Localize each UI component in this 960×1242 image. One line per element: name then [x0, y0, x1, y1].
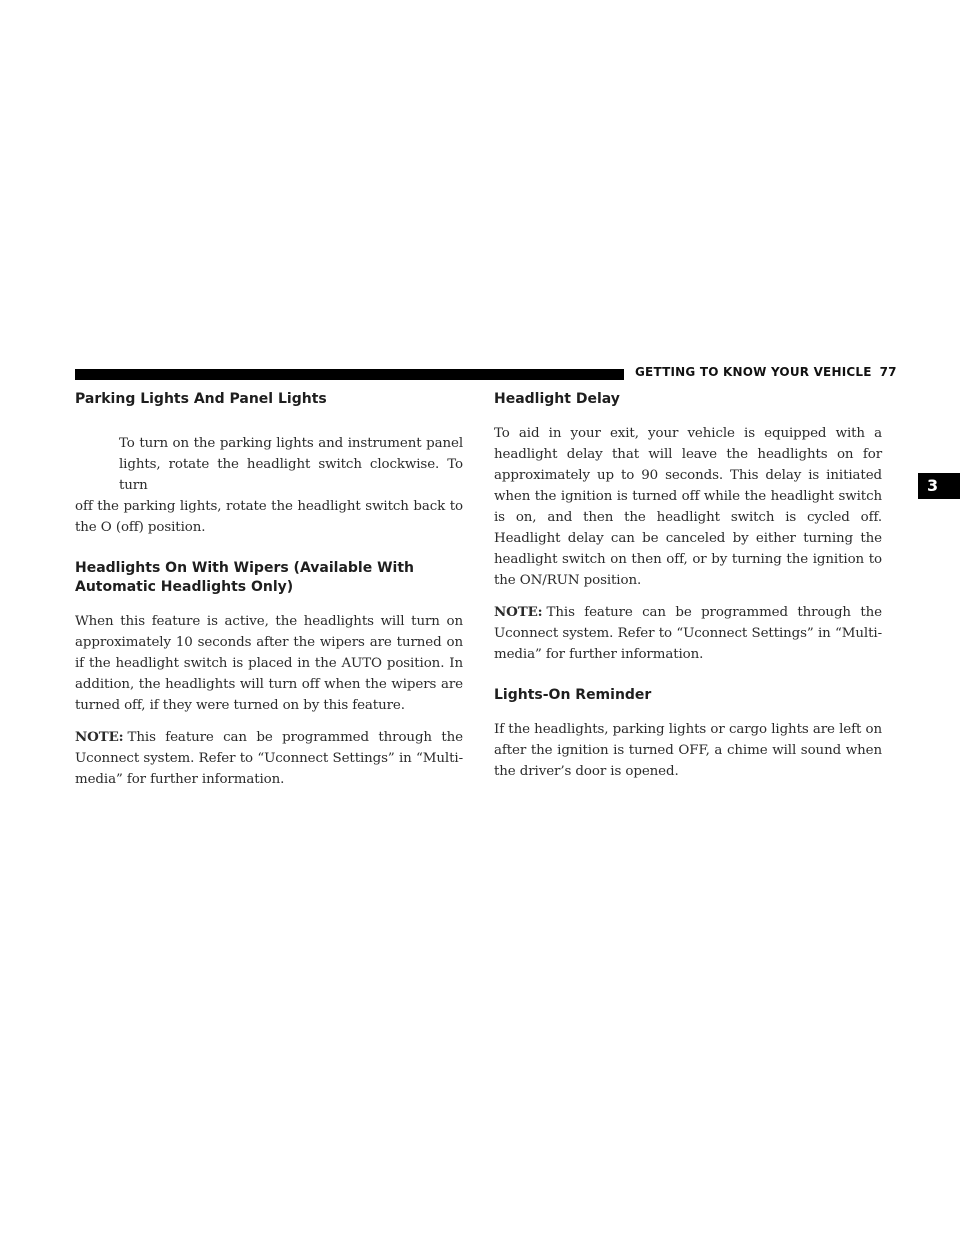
header-rule [75, 369, 624, 380]
running-header [635, 365, 897, 379]
note-text: This feature can be programmed through the Uconnect system. Refer to “Uconnect Settings” in “Multi-media” for further information. [75, 730, 463, 787]
note-label: NOTE: [494, 604, 543, 620]
paragraph-continued-part: off the parking lights, rotate the headlight switch back to the O (off) position. [75, 499, 463, 535]
note-label: NOTE: [75, 729, 124, 745]
note-paragraph-left [75, 727, 463, 790]
paragraph-headlight-delay: To aid in your exit, your vehicle is equipped with a headlight delay that will leave the headlights on for approximately up to 90 seconds. This delay is initiated when the ignition is turned off while the headlight switch is on, and then the headlight switch is cycled off. Headlight delay can be canceled by either turning the headlight switch on then off, or by turning the ignition to the ON/RUN position. [494, 426, 882, 588]
section-title-headlight-delay: Headlight Delay [494, 391, 620, 407]
paragraph-lights-on-reminder: If the headlights, parking lights or cargo lights are left on after the ignition is turned OFF, a chime will sound when the driver’s door is opened. [494, 722, 882, 779]
chapter-title: GETTING TO KNOW YOUR VEHICLE [635, 365, 872, 379]
section-title-headlights-wipers: Headlights On With Wipers (Available With Automatic Headlights Only) [75, 560, 414, 595]
left-column [75, 390, 463, 801]
section-title-parking-lights: Parking Lights And Panel Lights [75, 391, 327, 407]
section-title-lights-on-reminder: Lights-On Reminder [494, 687, 652, 703]
note-text: This feature can be programmed through the Uconnect system. Refer to “Uconnect Settings” in “Multi-media” for further information. [494, 605, 882, 662]
paragraph-parking-lights [75, 433, 463, 538]
paragraph-headlights-wipers: When this feature is active, the headlights will turn on approximately 10 seconds after the wipers are turned on if the headlight switch is placed in the AUTO position. In addition, the headlights will turn off when the wipers are turned off, if they were turned on by this feature. [75, 614, 463, 713]
page-number: 77 [879, 365, 897, 379]
right-column [494, 390, 882, 793]
note-paragraph-right [494, 602, 882, 665]
chapter-tab: 3 [918, 473, 960, 499]
paragraph-indented-part: To turn on the parking lights and instrument panel lights, rotate the headlight switch clockwise. To turn [119, 436, 463, 493]
